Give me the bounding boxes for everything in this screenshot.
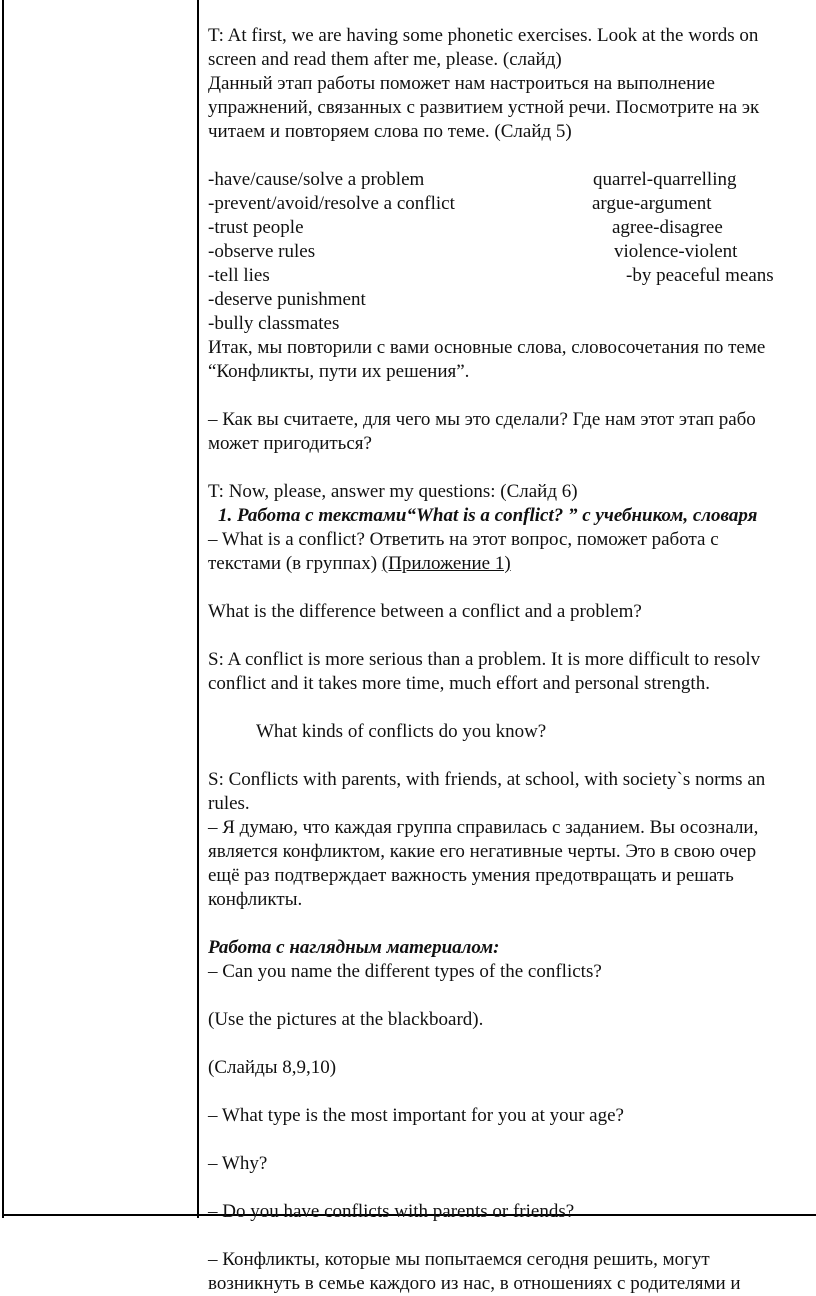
vocab-row [208,168,816,192]
table-column-divider [197,0,199,1218]
comment-line: – Я думаю, что каждая группа справилась с заданием. Вы осознали, [208,817,759,838]
question-line: – Как вы считаете, для чего мы это сделали? Где нам этот этап рабо [208,409,756,430]
intro-line: Данный этап работы поможет нам настроиться на выполнение [208,73,715,94]
comment-line: конфликты. [208,889,303,910]
visual-line: – Do you have conflicts with parents or friends? [208,1201,575,1222]
closing-line: – Конфликты, которые мы попытаемся сегодня решить, могут [208,1249,710,1270]
intro-line: упражнений, связанных с развитием устной речи. Посмотрите на эк [208,97,760,118]
appendix-link[interactable]: (Приложение 1) [381,553,511,574]
vocab-right-item: agree-disagree [612,217,723,238]
vocab-row [208,240,816,264]
closing-line: возникнуть в семье каждого из нас, в отношениях с родителями и [208,1273,741,1294]
visual-line: – Why? [208,1153,268,1174]
intro-line: T: At first, we are having some phonetic exercises. Look at the words on [208,25,759,46]
visual-line: – What type is the most important for you at your age? [208,1105,624,1126]
vocab-row [208,264,816,288]
kinds-question: What kinds of conflicts do you know? [256,721,547,742]
vocab-left-item: -tell lies [208,265,270,286]
visual-heading: Работа с наглядным материалом: [208,937,500,958]
vocab-right-item: violence-violent [614,241,738,262]
visual-line: – Can you name the different types of the conflicts? [208,961,602,982]
difference-question: What is the difference between a conflict and a problem? [208,601,642,622]
task1-heading: 1. Работа с текстами“What is a conflict? ” с учебником, словаря [218,505,758,526]
vocab-right-item: argue-argument [592,193,712,214]
task1-text: текстами (в группах) [208,553,382,574]
vocab-right-item: -by peaceful means [626,265,774,286]
vocab-left-item: -prevent/avoid/resolve a conflict [208,193,455,214]
answer-line: rules. [208,793,250,814]
answer-line: S: Conflicts with parents, with friends, at school, with society`s norms an [208,769,766,790]
comment-line: ещё раз подтверждает важность умения предотвращать и решать [208,865,734,886]
vocab-row [208,192,816,216]
vocab-left-item: -deserve punishment [208,289,366,310]
task1-line: – What is a conflict? Ответить на этот вопрос, поможет работа с [208,529,719,550]
vocab-row [208,216,816,240]
vocab-left-item: -trust people [208,217,304,238]
table-left-border [2,0,4,1218]
answer-line: conflict and it takes more time, much effort and personal strength. [208,673,710,694]
visual-line: (Слайды 8,9,10) [208,1057,337,1078]
question-line: может пригодиться? [208,433,372,454]
vocab-left-item: -have/cause/solve a problem [208,169,425,190]
vocab-right-item: quarrel-quarrelling [593,169,737,190]
vocab-left-item: -observe rules [208,241,316,262]
summary-line: “Конфликты, пути их решения”. [208,361,470,382]
task1-line [208,552,816,576]
questions-intro: T: Now, please, answer my questions: (Слайд 6) [208,481,578,502]
intro-line: читаем и повторяем слова по теме. (Слайд 5) [208,121,572,142]
lesson-text-cell [208,24,816,1296]
summary-line: Итак, мы повторили с вами основные слова, словосочетания по теме [208,337,766,358]
vocab-left-item: -bully classmates [208,313,340,334]
intro-line: screen and read them after me, please. (слайд) [208,49,562,70]
answer-line: S: A conflict is more serious than a problem. It is more difficult to resolv [208,649,761,670]
comment-line: является конфликтом, какие его негативные черты. Это в свою очер [208,841,757,862]
visual-line: (Use the pictures at the blackboard). [208,1009,484,1030]
